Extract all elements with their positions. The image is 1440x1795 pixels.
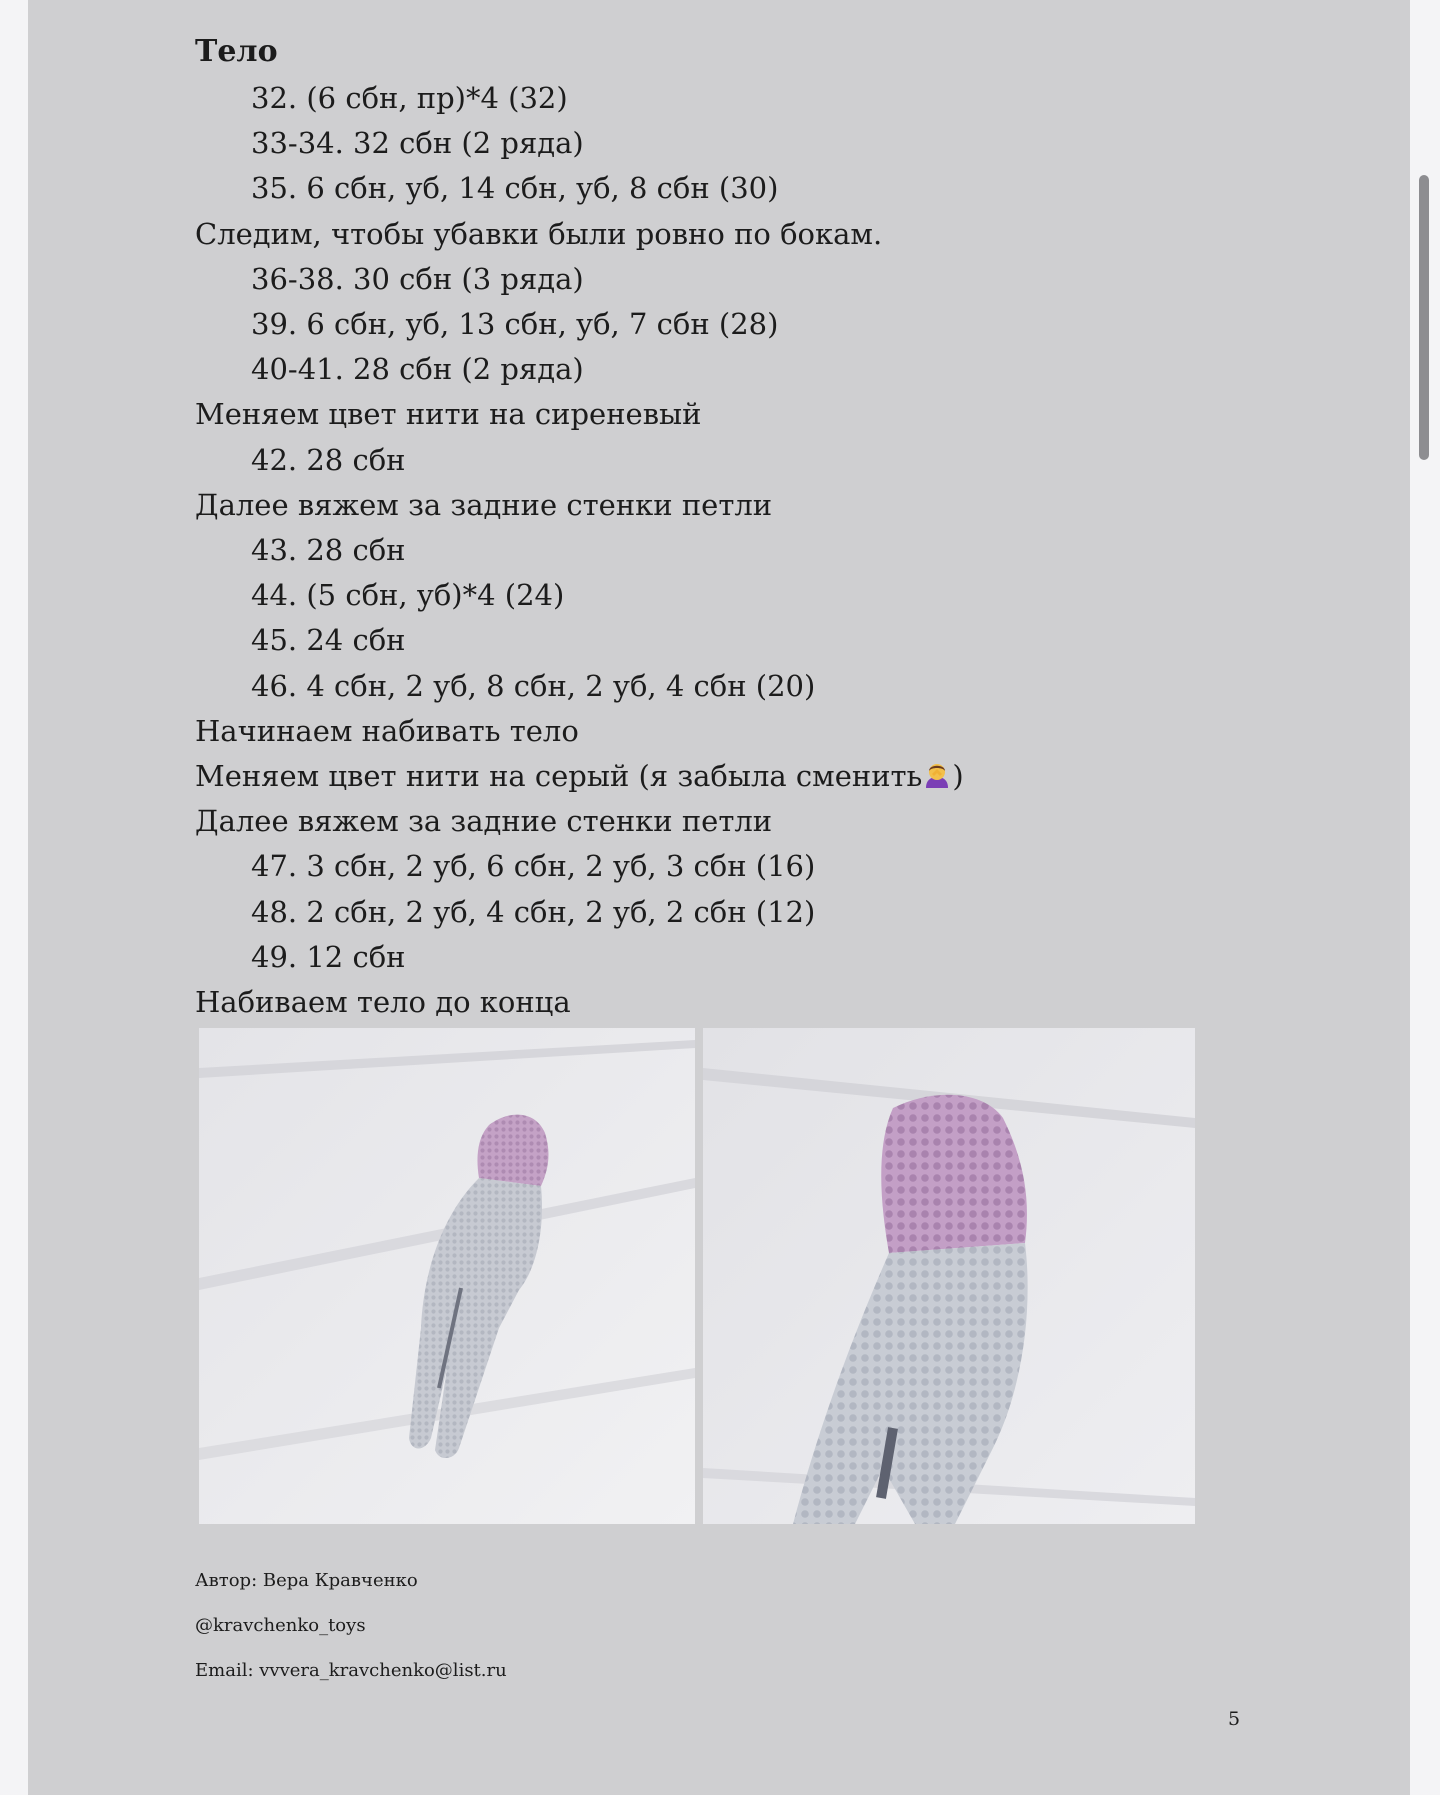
pattern-row bbox=[195, 302, 1295, 347]
line-text: 48. 2 сбн, 2 уб, 4 сбн, 2 уб, 2 сбн (12) bbox=[251, 894, 816, 929]
line-text: Набиваем тело до конца bbox=[195, 985, 571, 1020]
line-text: 45. 24 сбн bbox=[251, 623, 406, 658]
pattern-row bbox=[195, 76, 1295, 121]
pattern-row bbox=[195, 257, 1295, 302]
line-text: 42. 28 сбн bbox=[251, 442, 406, 477]
scrollbar-thumb[interactable] bbox=[1419, 175, 1429, 460]
footer bbox=[195, 1568, 507, 1703]
email-contact: Email: vvvera_kravchenko@list.ru bbox=[195, 1660, 507, 1681]
line-text: 46. 4 сбн, 2 уб, 8 сбн, 2 уб, 4 сбн (20) bbox=[251, 668, 816, 703]
pattern-row bbox=[195, 664, 1295, 709]
pattern-row bbox=[195, 844, 1295, 889]
pattern-row bbox=[195, 618, 1295, 663]
pattern-lines bbox=[195, 76, 1295, 1025]
line-text: 47. 3 сбн, 2 уб, 6 сбн, 2 уб, 3 сбн (16) bbox=[251, 849, 816, 884]
pattern-row bbox=[195, 528, 1295, 573]
line-suffix: ) bbox=[952, 759, 964, 794]
pattern-instruction bbox=[195, 799, 1295, 844]
line-text: 33-34. 32 сбн (2 ряда) bbox=[251, 126, 584, 161]
woman-facepalming-icon bbox=[922, 758, 952, 788]
pattern-instruction bbox=[195, 980, 1295, 1025]
author-credit: Автор: Вера Кравченко bbox=[195, 1570, 418, 1591]
line-text: 43. 28 сбн bbox=[251, 533, 406, 568]
pattern-instruction bbox=[195, 709, 1295, 754]
line-text: 39. 6 сбн, уб, 13 сбн, уб, 7 сбн (28) bbox=[251, 307, 779, 342]
line-text: 49. 12 сбн bbox=[251, 939, 406, 974]
line-text: Меняем цвет нити на серый (я забыла сменить bbox=[195, 759, 923, 794]
line-text: Начинаем набивать тело bbox=[195, 713, 579, 748]
pattern-instruction bbox=[195, 754, 1295, 799]
line-text: Меняем цвет нити на сиреневый bbox=[195, 397, 702, 432]
pattern-instruction bbox=[195, 483, 1295, 528]
pattern-instruction bbox=[195, 392, 1295, 437]
pattern-row bbox=[195, 166, 1295, 211]
pattern-row bbox=[195, 438, 1295, 483]
line-text: Далее вяжем за задние стенки петли bbox=[195, 804, 773, 839]
line-text: 35. 6 сбн, уб, 14 сбн, уб, 8 сбн (30) bbox=[251, 171, 779, 206]
page-number: 5 bbox=[1228, 1708, 1241, 1730]
pattern-row bbox=[195, 121, 1295, 166]
photo-row bbox=[199, 1028, 1199, 1524]
line-text: 44. (5 сбн, уб)*4 (24) bbox=[251, 578, 565, 613]
crochet-body-photo-full bbox=[199, 1028, 695, 1524]
line-text: Далее вяжем за задние стенки петли bbox=[195, 487, 773, 522]
line-text: 32. (6 сбн, пр)*4 (32) bbox=[251, 81, 568, 115]
line-text: Следим, чтобы убавки были ровно по бокам. bbox=[195, 216, 883, 251]
section-heading: Тело bbox=[195, 34, 278, 69]
pattern-text bbox=[195, 28, 1295, 1025]
pattern-row bbox=[195, 890, 1295, 935]
line-text: 36-38. 30 сбн (3 ряда) bbox=[251, 261, 584, 296]
instagram-handle: @kravchenko_toys bbox=[195, 1615, 366, 1636]
pattern-row bbox=[195, 573, 1295, 618]
line-text: 40-41. 28 сбн (2 ряда) bbox=[251, 352, 584, 387]
pattern-instruction bbox=[195, 212, 1295, 257]
pattern-row bbox=[195, 347, 1295, 392]
crochet-body-photo-closeup bbox=[703, 1028, 1195, 1524]
pattern-row bbox=[195, 935, 1295, 980]
